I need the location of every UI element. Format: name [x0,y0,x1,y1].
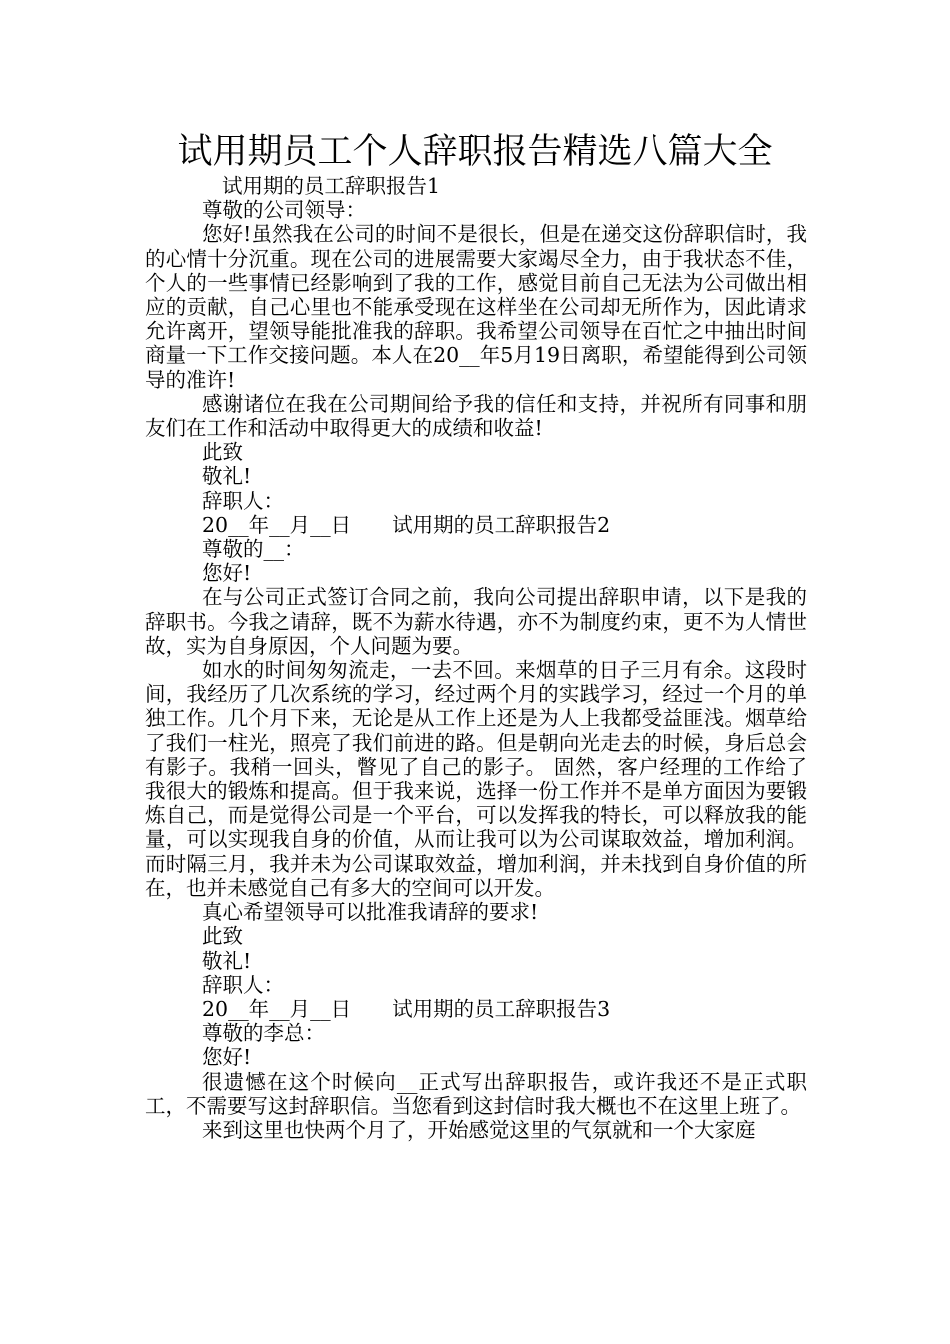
greeting: 您好! [202,1045,252,1070]
date-and-section-heading: 20__年__月__日 试用期的员工辞职报告2 [202,512,611,537]
closing-line: 敬礼! [202,464,252,489]
paragraph: 如水的时间匆匆流走，一去不回。来烟草的日子三月有余。这段时间，我经历了几次系统的学习，经过两个月的实践学习，经过一个月的单独工作。几个月下来，无论是从工作上还是为人上我都受益匪浅。烟草给了我们一柱光，照亮了我们前进的路。但是朝向光走去的时候，身后总会有影子。我稍一回头，瞥见了自己的影子。 固然，客户经理的工作给了我很大的锻炼和提高。但于我来说，选择一份工作并不是单方面因为要锻炼自己，而是觉得公司是一个平台，可以发挥我的特长，可以释放我的能量，可以实现我自身的价值，从而让我可以为公司谋取效益，增加利润。而时隔三月，我并未为公司谋取效益，增加利润，并未找到自身价值的所在，也并未感觉自己有多大的空间可以开发。 [145,658,807,900]
paragraph: 来到这里也快两个月了，开始感觉这里的气氛就和一个大家庭 [202,1117,756,1142]
document-body [145,174,807,1142]
section-heading: 试用期的员工辞职报告1 [222,174,441,198]
paragraph: 真心希望领导可以批准我请辞的要求! [202,900,539,925]
date-and-section-heading: 20__年__月__日 试用期的员工辞职报告3 [202,996,611,1021]
salutation: 尊敬的公司领导： [202,198,366,223]
closing-line: 敬礼! [202,948,252,973]
closing-line: 此致 [202,440,243,465]
signature-line: 辞职人： [202,488,284,513]
salutation: 尊敬的李总： [202,1021,325,1046]
document-title: 试用期员工个人辞职报告精选八篇大全 [177,132,773,172]
signature-line: 辞职人： [202,972,284,997]
closing-line: 此致 [202,924,243,949]
salutation: 尊敬的__： [202,537,305,562]
paragraph: 您好!虽然我在公司的时间不是很长，但是在递交这份辞职信时，我的心情十分沉重。现在公司的进展需要大家竭尽全力，由于我状态不佳，个人的一些事情已经影响到了我的工作，感觉目前自己无法为公司做出相应的贡献，自己心里也不能承受现在这样坐在公司却无所作为，因此请求允许离开，望领导能批准我的辞职。我希望公司领导在百忙之中抽出时间商量一下工作交接问题。本人在20__年5月19日离职，希望能得到公司领导的准许! [145,222,807,392]
paragraph: 很遗憾在这个时候向__正式写出辞职报告，或许我还不是正式职工，不需要写这封辞职信。当您看到这封信时我大概也不在这里上班了。 [145,1069,807,1118]
greeting: 您好! [202,561,252,586]
paragraph: 感谢诸位在我在公司期间给予我的信任和支持，并祝所有同事和朋友们在工作和活动中取得更大的成绩和收益! [145,391,807,441]
paragraph: 在与公司正式签订合同之前，我向公司提出辞职申请，以下是我的辞职书。今我之请辞，既不为薪水待遇，亦不为制度约束，更不为人情世故，实为自身原因，个人问题为要。 [145,585,807,658]
